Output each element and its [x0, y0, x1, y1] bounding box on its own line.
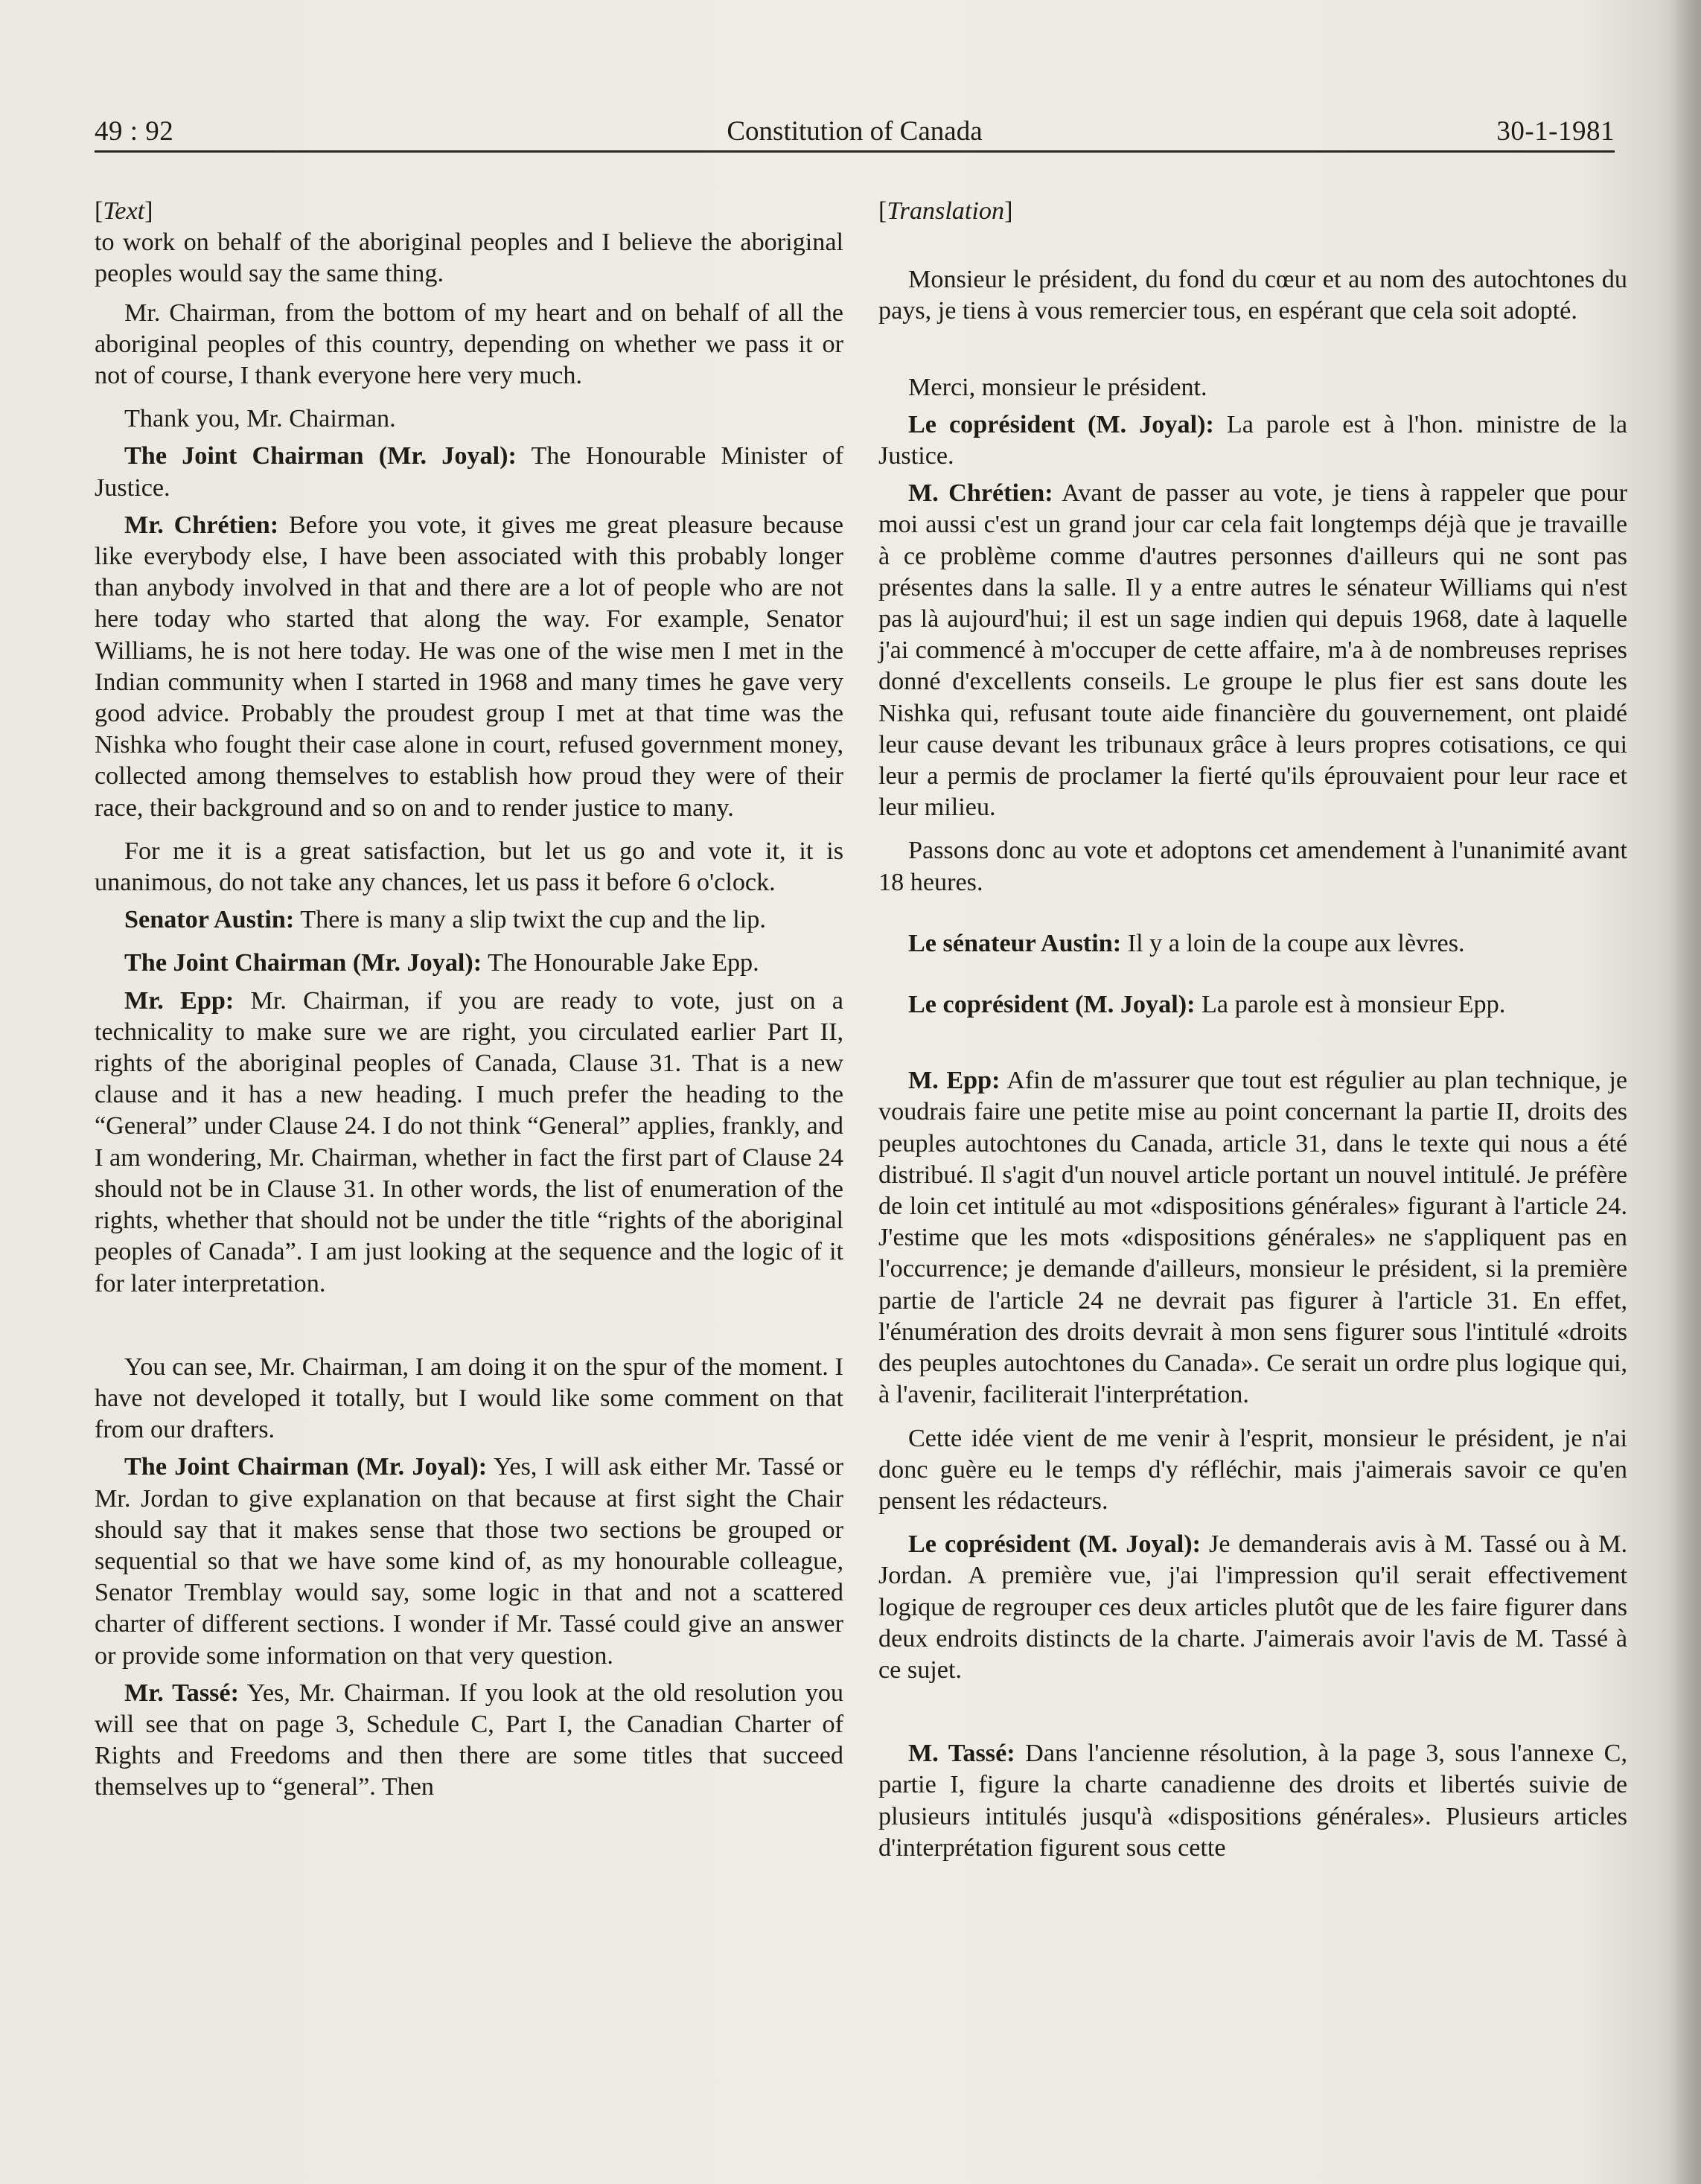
paragraph: You can see, Mr. Chairman, I am doing it on the spur of the moment. I have not developed it totally, but I would like some comment on that from our drafters.: [95, 1353, 843, 1444]
speaker-name: Le coprésident (M. Joyal):: [908, 410, 1214, 438]
paragraph: Thank you, Mr. Chairman.: [124, 405, 396, 433]
page-number: 49 : 92: [95, 116, 174, 147]
paragraph: to work on behalf of the aboriginal peoples and I believe the aboriginal peoples would say the same thing.: [95, 229, 843, 288]
paragraph: Passons donc au vote et adoptons cet amendement à l'unanimité avant 18 heures.: [878, 837, 1627, 896]
column-label: [Text]: [95, 197, 153, 225]
speaker-name: Mr. Epp:: [124, 986, 234, 1015]
page-gutter-shadow: [1671, 0, 1701, 2184]
speaker-name: Le sénateur Austin:: [908, 929, 1122, 957]
speaker-name: The Joint Chairman (Mr. Joyal):: [124, 442, 517, 470]
speaker-name: Mr. Tassé:: [124, 1679, 239, 1707]
paragraph: Le coprésident (M. Joyal): La parole est à monsieur Epp.: [908, 991, 1506, 1019]
paragraph: Mr. Chrétien: Before you vote, it gives me great pleasure because like everybody else, I have been associated with this probably longer than anybody involved in that and there are a lot of people who are not here today who started that along the way. For example, Senator Williams, he is not here today. He was one of the wise men I met in the Indian community when I started in 1968 and many times he gave very good advice. Probably the proudest group I met at that time was the Nishka who fought their case alone in court, refused government money, collected among themselves to establish how proud they were of their race, their background and so on and to render justice to many.: [95, 511, 844, 822]
paragraph: The Joint Chairman (Mr. Joyal): The Honourable Jake Epp.: [124, 949, 759, 977]
french-column: [878, 196, 1627, 1864]
speaker-name: M. Tassé:: [908, 1740, 1015, 1768]
speaker-name: M. Epp:: [908, 1067, 1001, 1095]
paragraph: For me it is a great satisfaction, but let us go and vote it, it is unanimous, do not take any chances, let us pass it before 6 o'clock.: [95, 837, 843, 897]
speaker-name: Senator Austin:: [124, 906, 295, 934]
paragraph: M. Chrétien: Avant de passer au vote, je tiens à rappeler que pour moi aussi c'est un grand jour car cela fait longtemps déjà que je travaille à ce problème comme d'autres personnes d'ailleurs qui ne sont pas présentes dans la salle. Il y a entre autres le sénateur Williams qui n'est pas là aujourd'hui; il est un sage indien qui depuis 1968, date à laquelle j'ai commencé à m'occuper de cette affaire, m'a à de nombreuses reprises donné d'excellents conseils. Le groupe le plus fier est sans doute les Nishka qui, refusant toute aide financière du gouvernement, ont plaidé leur cause devant les tribunaux grâce à leurs propres cotisations, ce qui leur a permis de proclamer la fierté qu'ils éprouvaient pour leur race et leur milieu.: [878, 479, 1627, 822]
paragraph: Le coprésident (M. Joyal): Je demanderais avis à M. Tassé ou à M. Jordan. A première vue, j'ai l'impression qu'il serait effectivement logique de regrouper ces deux articles plutôt que de les faire figurer dans deux endroits distincts de la charte. J'aimerais avoir l'avis de M. Tassé à ce sujet.: [878, 1530, 1627, 1684]
paragraph: The Joint Chairman (Mr. Joyal): The Honourable Minister of Justice.: [95, 442, 843, 502]
paragraph: Cette idée vient de me venir à l'esprit, monsieur le président, je n'ai donc guère eu le temps d'y réfléchir, mais j'aimerais savoir ce qu'en pensent les rédacteurs.: [878, 1424, 1627, 1515]
speaker-name: Le coprésident (M. Joyal):: [908, 991, 1196, 1019]
paragraph: The Joint Chairman (Mr. Joyal): Yes, I will ask either Mr. Tassé or Mr. Jordan to give explanation on that because at first sight the Chair should say that it makes sense that those two sections be grouped or sequential so that we have some kind of, as my honourable colleague, Senator Tremblay would say, some logic in that and not a scattered charter of different sections. I wonder if Mr. Tassé could give an answer or provide some information on that very question.: [95, 1453, 844, 1670]
speaker-name: Le coprésident (M. Joyal):: [908, 1530, 1201, 1559]
paragraph: M. Epp: Afin de m'assurer que tout est régulier au plan technique, je voudrais faire une petite mise au point concernant la partie II, droits des peuples autochtones du Canada, article 31, dans le texte qui nous a été distribué. Il s'agit d'un nouvel article portant un nouvel intitulé. Je préfère de loin cet intitulé au mot «dispositions générales» figurant à l'article 24. J'estime que les mots «dispositions générales» ne s'appliquent pas en l'occurrence; je demande d'ailleurs, monsieur le président, si la première partie de l'article 24 ne devrait pas figurer à l'article 31. En effet, l'énumération des droits devrait à mon sens figurer sous l'intitulé «droits des peuples autochtones du Canada». Ce serait un ordre plus logique qui, à l'avenir, faciliterait l'interprétation.: [878, 1067, 1627, 1409]
column-label: [Translation]: [878, 197, 1013, 225]
running-header: [95, 115, 1615, 153]
header-date: 30-1-1981: [1496, 116, 1615, 147]
speaker-name: The Joint Chairman (Mr. Joyal):: [124, 949, 482, 977]
speaker-name: Mr. Chrétien:: [124, 511, 279, 539]
paragraph: Le sénateur Austin: Il y a loin de la coupe aux lèvres.: [908, 929, 1465, 957]
paragraph: Le coprésident (M. Joyal): La parole est à l'hon. ministre de la Justice.: [878, 410, 1628, 470]
paragraph: Mr. Epp: Mr. Chairman, if you are ready to vote, just on a technicality to make sure we are right, you circulated earlier Part II, rights of the aboriginal peoples of Canada, Clause 31. That is a new clause and it has a new heading. I much prefer the heading to the “General” under Clause 24. I do not think “General” applies, frankly, and I am wondering, Mr. Chairman, whether in fact the first part of Clause 24 should not be in Clause 31. In other words, the list of enumeration of the rights, whether that should not be under the title “rights of the aboriginal peoples of Canada”. I am just looking at the sequence and the logic of it for later interpretation.: [95, 986, 843, 1297]
paragraph: Senator Austin: There is many a slip twixt the cup and the lip.: [124, 906, 766, 934]
page-title: Constitution of Canada: [727, 116, 983, 147]
speaker-name: M. Chrétien:: [908, 479, 1053, 508]
speaker-name: The Joint Chairman (Mr. Joyal):: [124, 1453, 488, 1481]
paragraph: Mr. Tassé: Yes, Mr. Chairman. If you look at the old resolution you will see that on page 3, Schedule C, Part I, the Canadian Charter of Rights and Freedoms and then there are some titles that succeed themselves up to “general”. Then: [95, 1679, 844, 1801]
english-column: [95, 196, 843, 1804]
paragraph: Monsieur le président, du fond du cœur et au nom des autochtones du pays, je tiens à vous remercier tous, en espérant que cela soit adopté.: [878, 266, 1627, 325]
paragraph: Merci, monsieur le président.: [908, 373, 1207, 401]
paragraph: Mr. Chairman, from the bottom of my heart and on behalf of all the aboriginal peoples of this country, depending on whether we pass it or not of course, I thank everyone here very much.: [95, 298, 843, 390]
paragraph: M. Tassé: Dans l'ancienne résolution, à la page 3, sous l'annexe C, partie I, figure la charte canadienne des droits et libertés suivie de plusieurs intitulés jusqu'à «dispositions générales». Plusieurs articles d'interprétation figurent sous cette: [878, 1740, 1628, 1862]
